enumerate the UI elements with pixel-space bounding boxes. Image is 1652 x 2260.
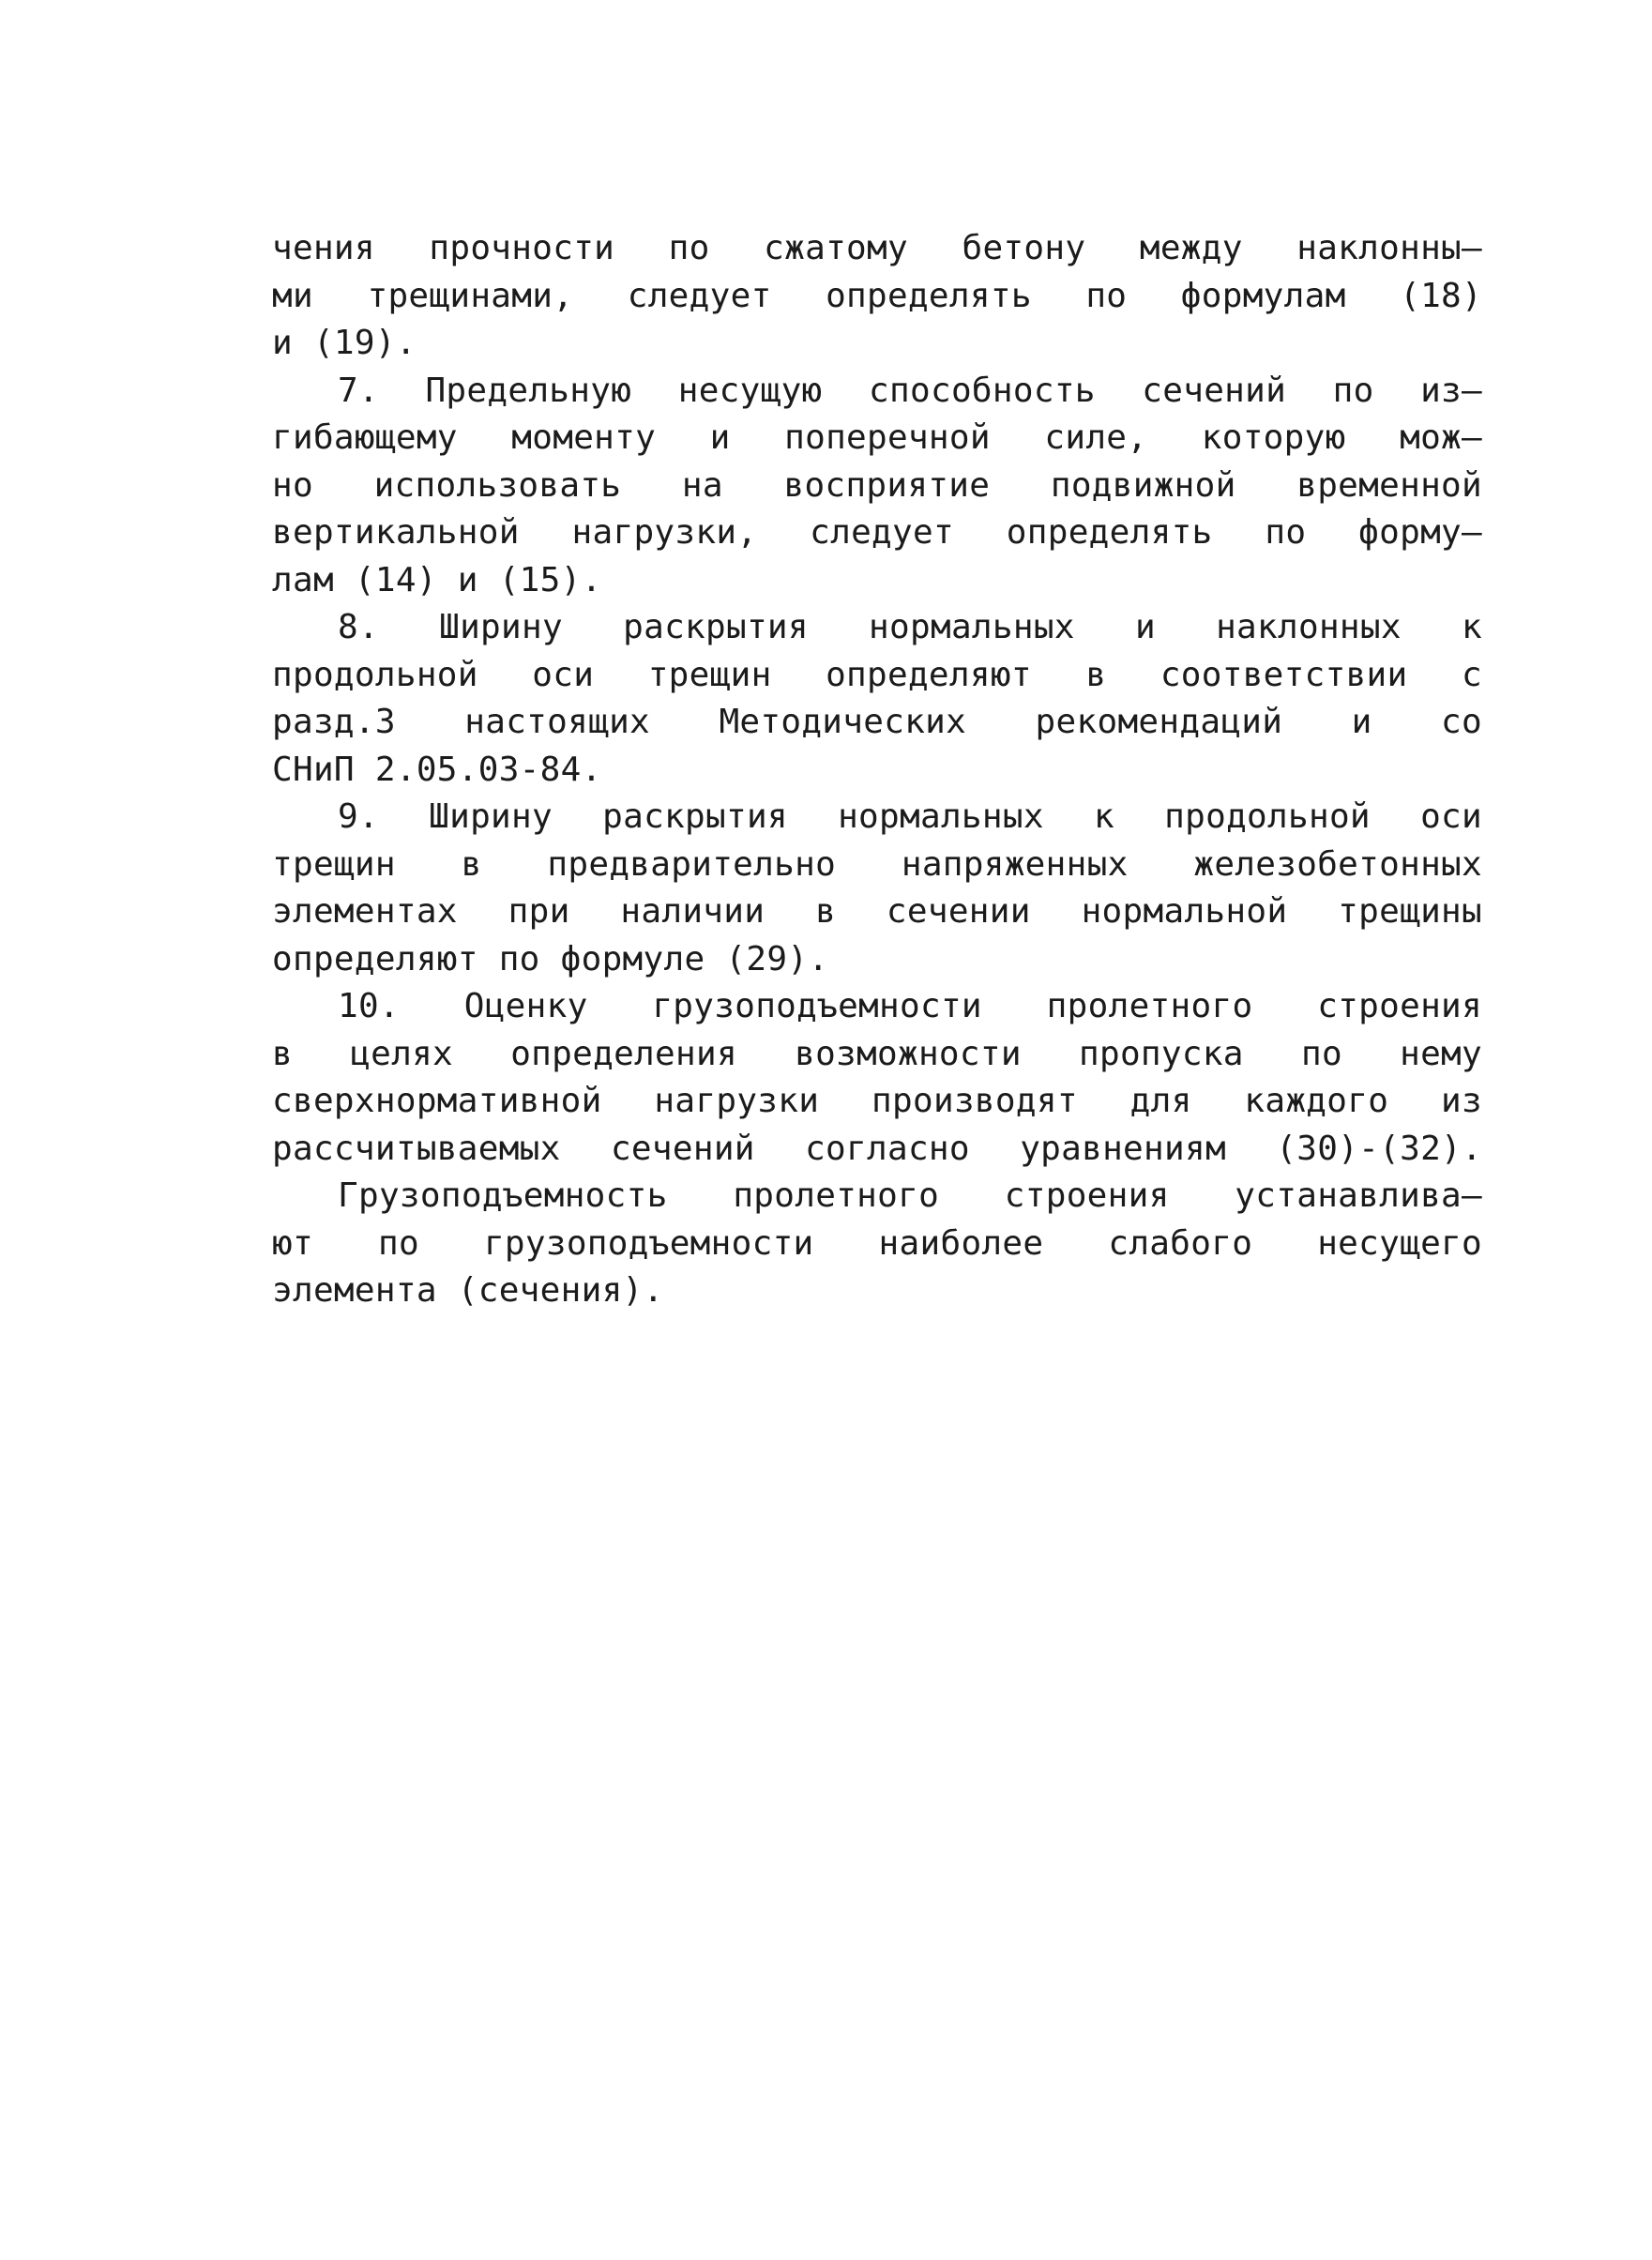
text-line: ют по грузоподъемности наиболее слабого несущего bbox=[272, 1223, 1482, 1263]
paragraph-8 bbox=[272, 604, 1482, 794]
paragraph-11 bbox=[272, 1173, 1482, 1315]
text-line: Грузоподъемность пролетного строения устанавлива– bbox=[338, 1176, 1482, 1215]
text-line: элемента (сечения). bbox=[272, 1271, 664, 1310]
text-line: 8. Ширину раскрытия нормальных и наклонных к bbox=[338, 608, 1482, 646]
text-line: 7. Предельную несущую способность сечений по из– bbox=[338, 371, 1482, 410]
text-line: вертикальной нагрузки, следует определять по форму– bbox=[272, 513, 1482, 552]
text-line: определяют по формуле (29). bbox=[272, 939, 829, 978]
text-line: разд.3 настоящих Методических рекомендаций и со bbox=[272, 703, 1482, 741]
text-line: элементах при наличии в сечении нормальной трещины bbox=[272, 892, 1482, 931]
text-line: гибающему моменту и поперечной силе, которую мож– bbox=[272, 418, 1482, 457]
text-line: в целях определения возможности пропуска по нему bbox=[272, 1034, 1482, 1073]
text-line: но использовать на восприятие подвижной временной bbox=[272, 465, 1482, 505]
document-text bbox=[272, 225, 1482, 1315]
text-line: лам (14) и (15). bbox=[272, 560, 602, 599]
text-line: СНиП 2.05.03-84. bbox=[272, 750, 602, 789]
text-line: чения прочности по сжатому бетону между наклонны– bbox=[272, 229, 1482, 267]
paragraph-9 bbox=[272, 794, 1482, 983]
text-line: трещин в предварительно напряженных железобетонных bbox=[272, 844, 1482, 884]
text-line: и (19). bbox=[272, 324, 417, 362]
text-line: 10. Оценку грузоподъемности пролетного строения bbox=[338, 987, 1482, 1025]
paragraph-10 bbox=[272, 983, 1482, 1173]
paragraph-continuation bbox=[272, 225, 1482, 368]
text-line: рассчитываемых сечений согласно уравнениям (30)-(32). bbox=[272, 1129, 1482, 1168]
text-line: 9. Ширину раскрытия нормальных к продольной оси bbox=[338, 797, 1482, 836]
text-line: продольной оси трещин определяют в соответствии с bbox=[272, 655, 1482, 694]
paragraph-7 bbox=[272, 368, 1482, 605]
text-line: ми трещинами, следует определять по формулам (18) bbox=[272, 276, 1482, 315]
text-line: сверхнормативной нагрузки производят для каждого из bbox=[272, 1082, 1482, 1120]
